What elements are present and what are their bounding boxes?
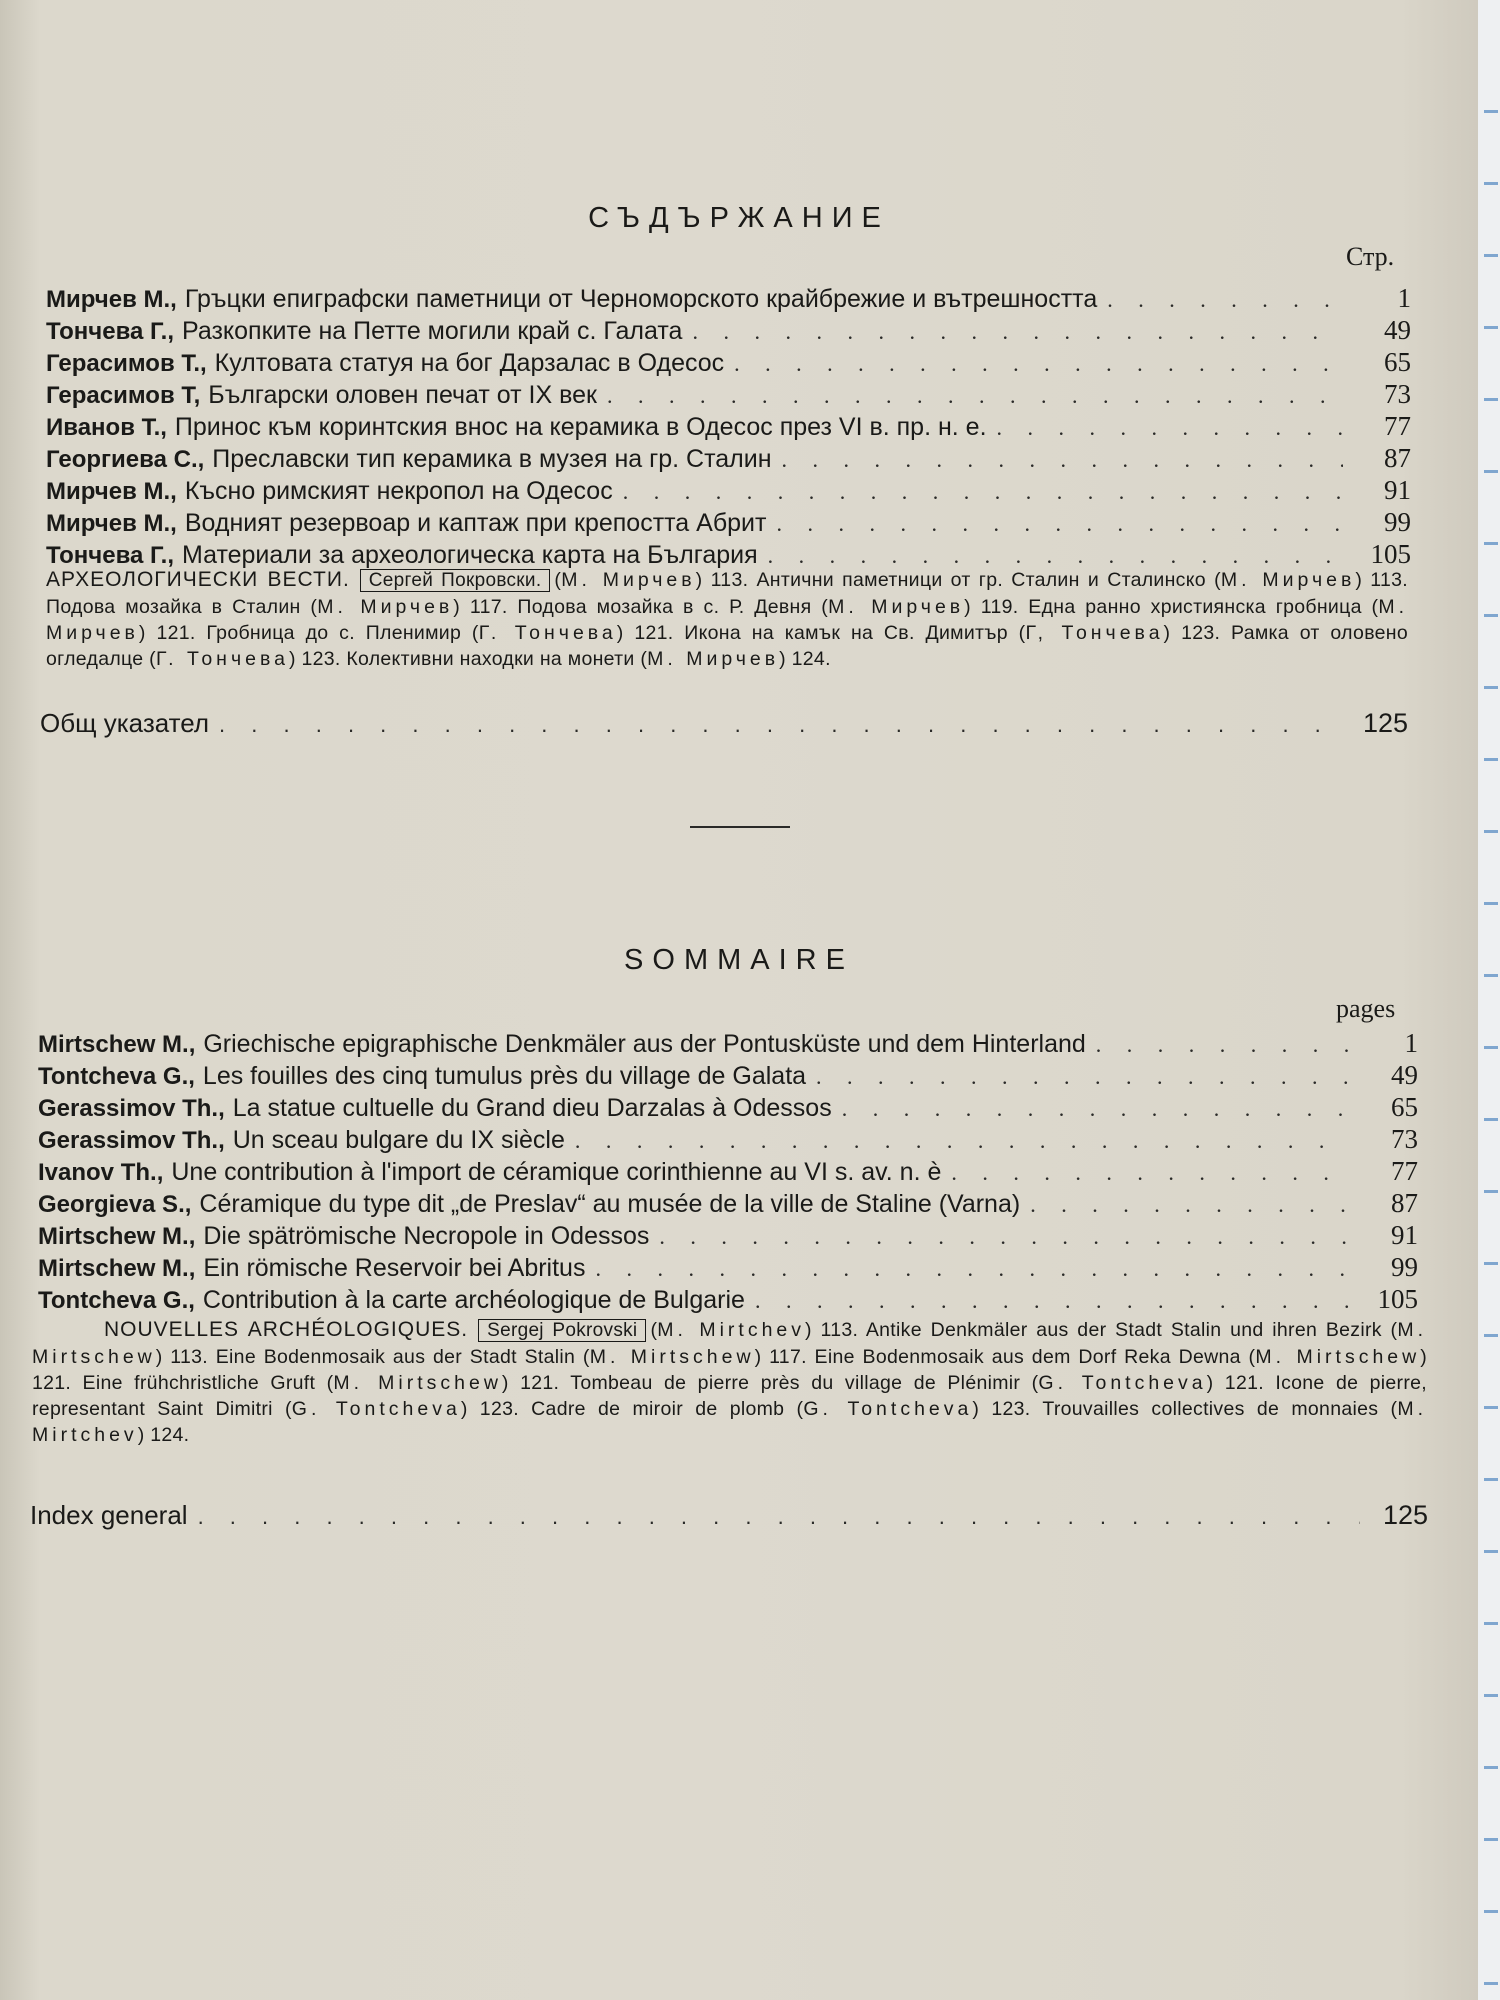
news-text: ( [554,569,562,591]
binder-tick [1484,398,1498,401]
binder-tick [1484,1334,1498,1337]
toc-page-number: 49 [1391,1060,1418,1090]
news-author: M. Mirtschew [589,1346,755,1368]
toc-entry [38,1092,1418,1124]
toc-page-number: 105 [1370,539,1411,569]
general-index-row-fr [30,1500,1428,1531]
news-text: ) 124. [779,648,831,670]
leader-dots [595,1254,1350,1284]
news-author: Г, Тончева [1025,622,1164,644]
news-author: G. Tontcheva [291,1398,461,1420]
general-index-row-bg [40,708,1408,739]
toc-author: Мирчев М., [46,286,177,313]
archaeological-news-bg [46,567,1408,672]
news-text: ) 121. Icone de pierre, representant Saint Dimitri ( [32,1372,1428,1420]
binder-tick [1484,470,1498,473]
toc-page-number: 49 [1384,315,1411,345]
toc-author: Mirtschew M., [38,1255,196,1282]
toc-author: Мирчев М., [46,510,177,537]
news-text: ) 117. Подова мозайка в с. Р. Девня ( [453,596,829,618]
binder-tick [1484,1190,1498,1193]
binder-tick [1484,974,1498,977]
toc-entry [38,1156,1418,1188]
toc-author: Тончева Г., [46,542,174,569]
leader-dots [198,1504,1360,1530]
binder-tick [1484,1622,1498,1625]
toc-entry [46,411,1411,443]
binder-tick [1484,542,1498,545]
toc-page-number: 1 [1404,1028,1418,1058]
section-divider [690,826,790,828]
leader-dots [842,1094,1350,1124]
news-text: ) 123. Колективни находки на монети ( [288,648,648,670]
toc-title: Un sceau bulgare du IX siècle [232,1126,565,1154]
news-author: M. Mirtchev [657,1319,806,1341]
news-text: ) 121. Гробница до с. Пленимир ( [138,622,479,644]
leader-dots [219,712,1340,738]
toc-title: Водният резервоар и каптаж при крепостта Абрит [184,509,767,537]
news-text: ) 119. Една ранно християнска гробница ( [964,596,1379,618]
news-text: ) 113. Подова мозайка в Сталин ( [46,569,1409,618]
binder-tick [1484,1838,1498,1841]
binder-tick [1484,326,1498,329]
toc-page-number: 73 [1391,1124,1418,1154]
binder-tick [1484,110,1498,113]
toc-entry [38,1188,1418,1220]
news-author: M. Mirtschew [1255,1346,1421,1368]
leader-dots [692,317,1343,347]
toc-author: Ivanov Th., [38,1159,164,1186]
toc-page-number: 73 [1384,379,1411,409]
binder-tick [1484,686,1498,689]
news-author: Г. Тончева [155,648,289,670]
toc-title: Гръцки епиграфски паметници от Черноморското крайбрежие и вътрешността [184,285,1098,313]
toc-entry [46,507,1411,539]
binder-tick [1484,1550,1498,1553]
leader-dots [776,509,1343,539]
archaeological-news-fr [32,1317,1427,1448]
leader-dots [1107,285,1343,315]
binder-tick [1484,1262,1498,1265]
toc-entry [46,379,1411,411]
news-author: М. Мирчев [828,596,965,618]
news-text: ) 113. Antike Denkmäler aus der Stadt Stalin und ihren Bezirk ( [805,1319,1398,1341]
leader-dots [1096,1030,1350,1060]
binder-tick [1484,1982,1498,1985]
leader-dots [734,349,1343,379]
leader-dots [951,1158,1350,1188]
toc-entry [46,347,1411,379]
toc-entry [46,443,1411,475]
toc-author: Тончева Г., [46,318,174,345]
toc-author: Tontcheva G., [38,1287,195,1314]
sommaire-heading: SOMMAIRE [624,944,854,976]
page-column-label-fr: pages [1336,994,1396,1023]
toc-page-number: 77 [1391,1156,1418,1186]
general-index-label-fr: Index general [30,1500,188,1530]
general-index-page-fr: 125 [1382,1500,1428,1530]
contents-heading-bg: СЪДЪРЖАНИЕ [588,202,890,234]
toc-entry [38,1060,1418,1092]
news-author: М. Мирчев [1220,569,1356,591]
news-author: M. Mirtchev [32,1398,1427,1446]
toc-page-number: 65 [1391,1092,1418,1122]
news-text: ) 121. Tombeau de pierre près du village de Plénimir ( [501,1372,1039,1394]
leader-dots [575,1126,1350,1156]
toc-title: Céramique du type dit „de Preslav“ au musée de la ville de Staline (Varna) [199,1190,1021,1218]
news-author: М. Мирчев [561,569,696,591]
toc-author: Gerassimov Th., [38,1127,225,1154]
binder-tick [1484,1766,1498,1769]
binder-tick [1484,1694,1498,1697]
toc-page-number: 87 [1391,1188,1418,1218]
toc-title: Разкопките на Петте могили край с. Галата [181,317,683,345]
toc-entry [38,1220,1418,1252]
toc-entry [38,1028,1418,1060]
news-text: ) 121. Eine frühchristliche Gruft ( [32,1346,1428,1394]
news-text: ) 123. Trouvailles collectives de monnaies ( [972,1398,1398,1420]
toc-page-number: 91 [1384,475,1411,505]
news-author: Г. Тончева [478,622,617,644]
binder-tick [1484,614,1498,617]
general-index-page-bg: 125 [1362,708,1408,738]
binder-tick [1484,1118,1498,1121]
leader-dots [607,381,1343,411]
news-author: М. Мирчев [647,648,780,670]
toc-title: Une contribution à l'import de céramique corinthienne au VI s. av. n. è [171,1158,942,1186]
toc-author: Mirtschew M., [38,1223,196,1250]
toc-author: Gerassimov Th., [38,1095,225,1122]
toc-page-number: 91 [1391,1220,1418,1250]
toc-title: Принос към коринтския внос на керамика в Одесос през VI в. пр. н. е. [174,413,987,441]
binder-tick [1484,182,1498,185]
toc-page-number: 105 [1377,1284,1418,1314]
binder-tick [1484,1910,1498,1913]
general-index-label-bg: Общ указател [40,708,210,738]
leader-dots [755,1286,1350,1316]
toc-entry [38,1124,1418,1156]
news-heading-bg: АРХЕОЛОГИЧЕСКИ ВЕСТИ. [46,568,350,591]
toc-author: Герасимов Т., [46,350,207,377]
binder-tick [1484,1046,1498,1049]
news-author: М. Мирчев [317,596,454,618]
toc-entry [46,475,1411,507]
obituary-name-fr: Sergej Pokrovski [478,1319,646,1342]
toc-entry [38,1284,1418,1316]
toc-author: Иванов Т., [46,414,167,441]
news-author: М. Мирчев [46,596,1409,644]
leader-dots [782,445,1343,475]
toc-title: Късно римският некропол на Одесос [184,477,613,505]
leader-dots [659,1222,1350,1252]
toc-entry [38,1252,1418,1284]
news-text: ) 124. [137,1424,190,1446]
news-text: ) 123. Cadre de miroir de plomb ( [460,1398,804,1420]
toc-author: Georgieva S., [38,1191,192,1218]
news-author: M. Mirtschew [333,1372,502,1394]
binder-tick [1484,1406,1498,1409]
news-text: ) 123. Рамка от оловено огледалце ( [46,622,1408,670]
toc-entry [46,315,1411,347]
page-column-label-bg: Стр. [1346,242,1395,271]
news-author: G. Tontcheva [803,1398,973,1420]
binder-tick [1484,254,1498,257]
toc-title: Ein römische Reservoir bei Abritus [203,1254,586,1282]
contents-list-bg [46,283,1411,571]
toc-page-number: 1 [1397,283,1411,313]
toc-page-number: 87 [1384,443,1411,473]
leader-dots [623,477,1343,507]
toc-title: Die spätrömische Necropole in Odessos [203,1222,650,1250]
toc-entry [46,283,1411,315]
binder-tick [1484,902,1498,905]
leader-dots [1030,1190,1350,1220]
toc-title: La statue cultuelle du Grand dieu Darzalas à Odessos [232,1094,832,1122]
toc-title: Материали за археологическа карта на България [181,541,758,569]
toc-title: Български оловен печат от IX век [208,381,597,409]
toc-page-number: 99 [1384,507,1411,537]
binder-tick [1484,758,1498,761]
leader-dots [816,1062,1350,1092]
binder-tick [1484,830,1498,833]
toc-page-number: 65 [1384,347,1411,377]
binder-edge [1478,0,1500,2000]
news-author: M. Mirtschew [32,1319,1427,1368]
toc-page-number: 77 [1384,411,1411,441]
news-text: ) 113. Антични паметници от гр. Сталин и Сталинско ( [695,569,1221,591]
toc-author: Мирчев М., [46,478,177,505]
toc-title: Преславски тип керамика в музея на гр. Сталин [212,445,772,473]
news-author: G. Tontcheva [1038,1372,1207,1394]
toc-author: Герасимов Т, [46,382,201,409]
obituary-name-bg: Сергей Покровски. [360,569,551,592]
toc-title: Les fouilles des cinq tumulus près du village de Galata [202,1062,807,1090]
binder-tick [1484,1478,1498,1481]
news-text: ) 113. Eine Bodenmosaik aus der Stadt Stalin ( [155,1346,590,1368]
toc-author: Tontcheva G., [38,1063,195,1090]
news-text: ) 121. Икона на камък на Св. Димитър ( [616,622,1026,644]
toc-title: Култовата статуя на бог Дарзалас в Одесос [214,349,725,377]
toc-author: Mirtschew M., [38,1031,196,1058]
toc-title: Contribution à la carte archéologique de Bulgarie [202,1286,745,1314]
toc-author: Георгиева С., [46,446,205,473]
news-text: ) 117. Eine Bodenmosaik aus dem Dorf Reka Dewna ( [754,1346,1256,1368]
news-text: ( [650,1319,658,1341]
news-heading-fr: NOUVELLES ARCHÉOLOGIQUES. [104,1318,469,1341]
toc-title: Griechische epigraphische Denkmäler aus der Pontusküste und dem Hinterland [203,1030,1086,1058]
leader-dots [997,413,1343,443]
contents-list-fr [38,1028,1418,1316]
toc-page-number: 99 [1391,1252,1418,1282]
